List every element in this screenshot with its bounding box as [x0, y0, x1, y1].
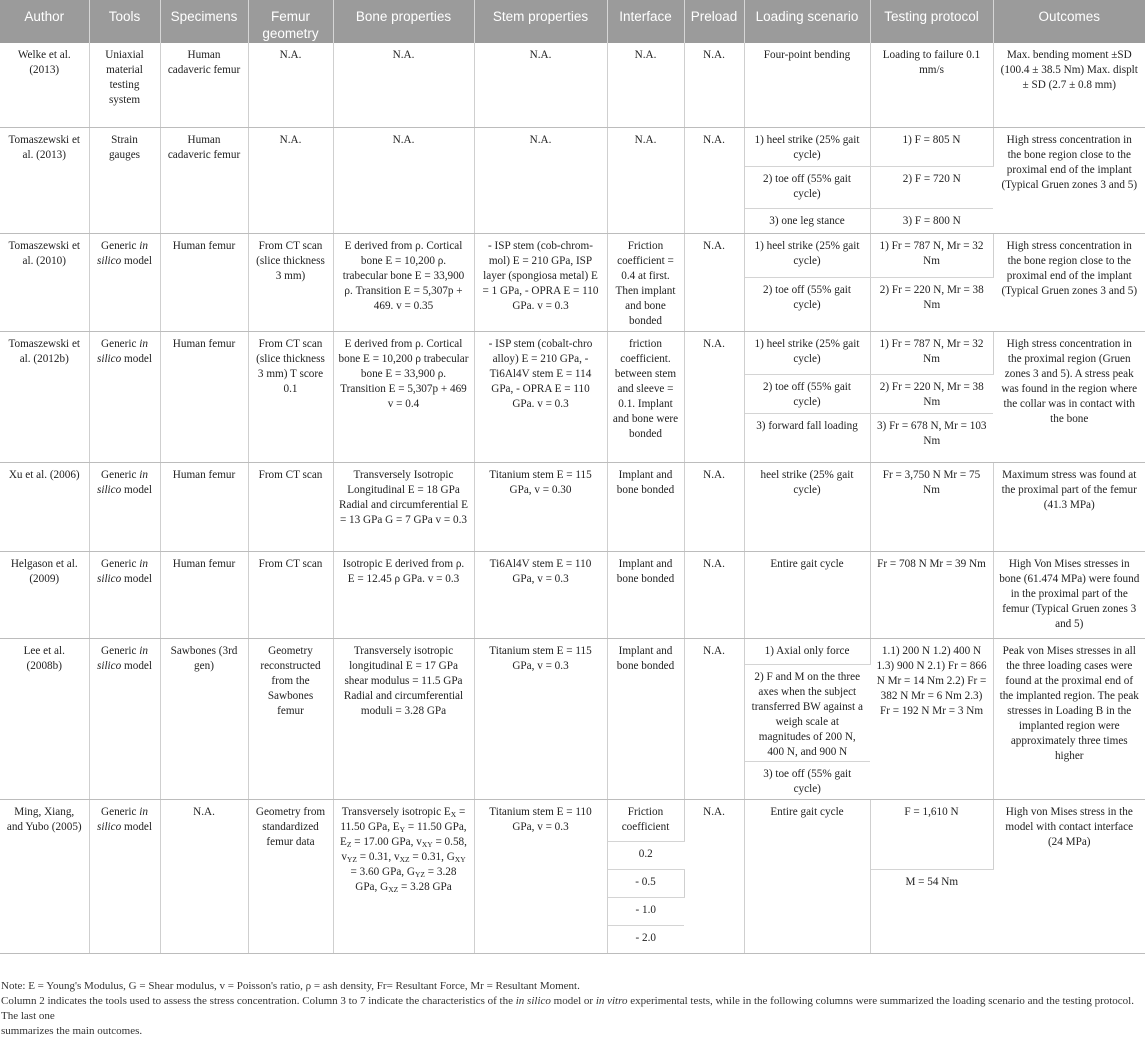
- bone-sub: XY: [421, 839, 433, 849]
- cell-loading: 3) toe off (55% gait cycle): [744, 761, 870, 799]
- cell-tools: Strain gauges: [89, 127, 160, 233]
- tools-text: model: [121, 483, 152, 496]
- cell-stem-properties: - ISP stem (cobalt-chro alloy) E = 210 GPa, - Ti6Al4V stem E = 114 GPa, - OPRA E = 110 GPa. v = 0.3: [474, 331, 607, 462]
- cell-loading: heel strike (25% gait cycle): [744, 462, 870, 551]
- bone-sub: XZ: [399, 854, 410, 864]
- cell-loading: 2) toe off (55% gait cycle): [744, 166, 870, 208]
- tools-text: Generic: [101, 239, 140, 252]
- table-row: [0, 233, 1145, 277]
- cell-specimens: Human cadaveric femur: [160, 43, 248, 127]
- cell-protocol: F = 1,610 N: [870, 799, 993, 869]
- cell-geometry: N.A.: [248, 43, 333, 127]
- cell-specimens: Human femur: [160, 551, 248, 638]
- tools-text: Generic: [101, 337, 140, 350]
- bone-text: E: [340, 835, 347, 848]
- cell-author: Tomaszewski et al. (2013): [0, 127, 89, 233]
- bone-text: = 0.31, v: [356, 850, 400, 863]
- cell-bone-properties: E derived from ρ. Cortical bone E = 10,200 ρ. trabecular bone E = 33,900 ρ. Transition E = 5,307p + 469. v = 0.35: [333, 233, 474, 331]
- cell-bone-properties: [333, 799, 474, 953]
- cell-stem-properties: N.A.: [474, 127, 607, 233]
- cell-protocol: 1) Fr = 787 N, Mr = 32 Nm: [870, 331, 993, 374]
- cell-loading: 1) heel strike (25% gait cycle): [744, 331, 870, 374]
- cell-stem-properties: Titanium stem E = 115 GPa, v = 0.30: [474, 462, 607, 551]
- cell-stem-properties: Titanium stem E = 115 GPa, v = 0.3: [474, 638, 607, 799]
- header-bone-properties: Bone properties: [333, 0, 474, 43]
- cell-specimens: N.A.: [160, 799, 248, 953]
- cell-tools: Uniaxial material testing system: [89, 43, 160, 127]
- note-italic: in silico: [515, 994, 551, 1007]
- cell-protocol: 1) F = 805 N: [870, 127, 993, 166]
- header-row: [0, 0, 1145, 43]
- bone-text: Transversely isotropic E: [341, 805, 451, 818]
- tools-text: model: [121, 659, 152, 672]
- cell-author: Tomaszewski et al. (2010): [0, 233, 89, 331]
- cell-specimens: Human cadaveric femur: [160, 127, 248, 233]
- cell-geometry: From CT scan: [248, 462, 333, 551]
- cell-preload: N.A.: [684, 462, 744, 551]
- cell-author: Welke et al. (2013): [0, 43, 89, 127]
- table-row: [0, 43, 1145, 127]
- tools-text: Generic: [101, 644, 140, 657]
- header-loading-scenario: Loading scenario: [744, 0, 870, 43]
- bone-text: = 3.28 GPa: [398, 880, 452, 893]
- cell-preload: N.A.: [684, 43, 744, 127]
- bone-sub: YZ: [414, 869, 425, 879]
- cell-outcomes: Peak von Mises stresses in all the three loading cases were found at the proximal end of the implanted region. The peak stresses in Loading B in the implanted region were approximately three times higher: [993, 638, 1145, 799]
- table-row: [0, 638, 1145, 664]
- cell-interface: Implant and bone bonded: [607, 638, 684, 799]
- cell-geometry: From CT scan (slice thickness 3 mm) T score 0.1: [248, 331, 333, 462]
- cell-protocol: Loading to failure 0.1 mm/s: [870, 43, 993, 127]
- bone-text: = 0.58,: [432, 835, 467, 848]
- cell-tools: [89, 799, 160, 953]
- cell-loading: 1) Axial only force: [744, 638, 870, 664]
- table-row: [0, 462, 1145, 551]
- cell-loading: Four-point bending: [744, 43, 870, 127]
- cell-interface: N.A.: [607, 127, 684, 233]
- tools-italic: in silico: [96, 557, 148, 585]
- cell-loading: 3) forward fall loading: [744, 413, 870, 462]
- cell-geometry: Geometry from standardized femur data: [248, 799, 333, 953]
- cell-protocol: 3) Fr = 678 N, Mr = 103 Nm: [870, 413, 993, 462]
- cell-protocol: 2) F = 720 N: [870, 166, 993, 208]
- cell-bone-properties: Transversely Isotropic Longitudinal E = 18 GPa Radial and circumferential E = 13 GPa G = 7 GPa v = 0.3: [333, 462, 474, 551]
- cell-bone-properties: N.A.: [333, 127, 474, 233]
- cell-interface: - 1.0: [607, 897, 684, 925]
- bone-sub: Z: [346, 839, 352, 849]
- cell-preload: N.A.: [684, 233, 744, 331]
- tools-text: model: [121, 254, 152, 267]
- cell-loading: Entire gait cycle: [744, 799, 870, 953]
- cell-tools: [89, 462, 160, 551]
- bone-sub: XY: [454, 854, 466, 864]
- tools-text: Generic: [101, 557, 140, 570]
- tools-text: Generic: [101, 805, 140, 818]
- cell-specimens: Human femur: [160, 233, 248, 331]
- cell-loading: 2) F and M on the three axes when the subject transferred BW against a weigh scale at magnitudes of 200 N, 400 N, and 900 N: [744, 664, 870, 761]
- cell-preload: N.A.: [684, 799, 744, 953]
- cell-preload: N.A.: [684, 638, 744, 799]
- cell-tools: [89, 233, 160, 331]
- cell-author: Xu et al. (2006): [0, 462, 89, 551]
- header-preload: Preload: [684, 0, 744, 43]
- header-testing-protocol: Testing protocol: [870, 0, 993, 43]
- cell-outcomes: High von Mises stress in the model with contact interface (24 MPa): [993, 799, 1145, 953]
- header-outcomes: Outcomes: [993, 0, 1145, 43]
- cell-stem-properties: Ti6Al4V stem E = 110 GPa, v = 0.3: [474, 551, 607, 638]
- cell-author: Lee et al. (2008b): [0, 638, 89, 799]
- cell-geometry: N.A.: [248, 127, 333, 233]
- table-row: [0, 799, 1145, 841]
- header-author: Author: [0, 0, 89, 43]
- bone-text: =: [424, 865, 435, 878]
- cell-interface: - 0.5: [607, 869, 684, 897]
- bone-text: = 11.50 GPa, E: [340, 805, 466, 833]
- header-interface: Interface: [607, 0, 684, 43]
- bone-text: G: [446, 850, 455, 863]
- cell-stem-properties: - ISP stem (cob-chrom-mol) E = 210 GPa, ISP layer (spongiosa metal) E = 1 GPa, - OPRA E = 110 GPa. v = 0.3: [474, 233, 607, 331]
- note-italic: in vitro: [595, 994, 628, 1007]
- cell-specimens: Human femur: [160, 462, 248, 551]
- bone-text: = 17.00 GPa, v: [351, 835, 422, 848]
- cell-geometry: Geometry reconstructed from the Sawbones femur: [248, 638, 333, 799]
- cell-outcomes: Maximum stress was found at the proximal part of the femur (41.3 MPa): [993, 462, 1145, 551]
- cell-interface: Friction coefficient = 0.4 at first. Then implant and bone bonded: [607, 233, 684, 331]
- cell-interface: Implant and bone bonded: [607, 551, 684, 638]
- cell-interface: N.A.: [607, 43, 684, 127]
- bone-text: v: [341, 850, 347, 863]
- table-row: [0, 551, 1145, 638]
- cell-tools: [89, 331, 160, 462]
- bone-text: = 3.60 GPa, G: [350, 865, 415, 878]
- header-femur-geometry: Femur geometry: [248, 0, 333, 43]
- cell-protocol: M = 54 Nm: [870, 869, 993, 953]
- note-columns: [1, 994, 1145, 1024]
- tools-italic: in silico: [96, 468, 148, 496]
- bone-text: = 11.50 GPa,: [405, 820, 467, 833]
- header-specimens: Specimens: [160, 0, 248, 43]
- note-outcomes: summarizes the main outcomes.: [1, 1024, 143, 1037]
- note-abbreviations: Note: E = Young's Modulus, G = Shear modulus, v = Poisson's ratio, ρ = ash density, Fr= Resultant Force, Mr = Resultant Moment.: [1, 980, 580, 992]
- cell-specimens: Human femur: [160, 331, 248, 462]
- bone-sub: YZ: [346, 854, 357, 864]
- cell-author: Ming, Xiang, and Yubo (2005): [0, 799, 89, 953]
- header-stem-properties: Stem properties: [474, 0, 607, 43]
- cell-protocol: 1.1) 200 N 1.2) 400 N 1.3) 900 N 2.1) Fr = 866 N Mr = 14 Nm 2.2) Fr = 382 N Mr = 6 Nm 2.3) Fr = 192 N Mr = 3 Nm: [870, 638, 993, 799]
- note-text: experimental tests, while in the following columns were summarized the loading scenario and the testing protocol. The last one: [1, 994, 1134, 1022]
- tools-text: Generic: [101, 468, 140, 481]
- cell-outcomes: High stress concentration in the bone region close to the proximal end of the implant (Typical Gruen zones 3 and 5): [993, 233, 1145, 331]
- cell-outcomes: Max. bending moment ±SD (100.4 ± 38.5 Nm) Max. displt ± SD (2.7 ± 0.8 mm): [993, 43, 1145, 127]
- bone-text: 3.28 GPa, G: [355, 865, 457, 893]
- cell-protocol: 1) Fr = 787 N, Mr = 32 Nm: [870, 233, 993, 277]
- cell-protocol: 2) Fr = 220 N, Mr = 38 Nm: [870, 374, 993, 413]
- cell-tools: [89, 638, 160, 799]
- cell-loading: 3) one leg stance: [744, 208, 870, 233]
- note-text: model or: [550, 994, 596, 1007]
- table-row: [0, 127, 1145, 166]
- cell-preload: N.A.: [684, 551, 744, 638]
- note-text: Column 2 indicates the tools used to assess the stress concentration. Column 3 to 7 indicate the characteristics of the: [1, 994, 516, 1007]
- cell-bone-properties: Isotropic E derived from ρ. E = 12.45 ρ GPa. v = 0.3: [333, 551, 474, 638]
- bone-sub: XZ: [388, 884, 399, 894]
- cell-outcomes: High stress concentration in the bone region close to the proximal end of the implant (Typical Gruen zones 3 and 5): [993, 127, 1145, 233]
- bone-sub: X: [450, 809, 457, 819]
- tools-text: model: [121, 352, 152, 365]
- cell-protocol: Fr = 708 N Mr = 39 Nm: [870, 551, 993, 638]
- cell-interface: Friction coefficient: [607, 799, 684, 841]
- table-notes: [0, 979, 1145, 1039]
- tools-italic: in silico: [96, 644, 148, 672]
- cell-preload: N.A.: [684, 127, 744, 233]
- cell-author: Helgason et al. (2009): [0, 551, 89, 638]
- cell-interface: - 2.0: [607, 925, 684, 953]
- cell-stem-properties: N.A.: [474, 43, 607, 127]
- tools-italic: in silico: [96, 805, 148, 833]
- cell-bone-properties: E derived from ρ. Cortical bone E = 10,200 ρ trabecular bone E = 33,900 ρ. Transition E = 5,307p + 469 v = 0.4: [333, 331, 474, 462]
- tools-text: model: [121, 820, 152, 833]
- cell-bone-properties: Transversely isotropic longitudinal E = 17 GPa shear modulus = 11.5 GPa Radial and circumferential moduli = 3.28 GPa: [333, 638, 474, 799]
- table-row: [0, 331, 1145, 374]
- cell-specimens: Sawbones (3rd gen): [160, 638, 248, 799]
- cell-tools: [89, 551, 160, 638]
- cell-loading: Entire gait cycle: [744, 551, 870, 638]
- cell-protocol: Fr = 3,750 N Mr = 75 Nm: [870, 462, 993, 551]
- cell-protocol: 2) Fr = 220 N, Mr = 38 Nm: [870, 277, 993, 331]
- cell-outcomes: High Von Mises stresses in bone (61.474 MPa) were found in the proximal part of the femur (Typical Gruen zones 3 and 5): [993, 551, 1145, 638]
- header-tools: Tools: [89, 0, 160, 43]
- cell-stem-properties: Titanium stem E = 110 GPa, v = 0.3: [474, 799, 607, 953]
- cell-protocol: 3) F = 800 N: [870, 208, 993, 233]
- bone-text: = 0.31,: [409, 850, 444, 863]
- cell-bone-properties: N.A.: [333, 43, 474, 127]
- cell-loading: 2) toe off (55% gait cycle): [744, 277, 870, 331]
- tools-italic: in silico: [96, 337, 148, 365]
- cell-loading: 2) toe off (55% gait cycle): [744, 374, 870, 413]
- cell-author: Tomaszewski et al. (2012b): [0, 331, 89, 462]
- cell-geometry: From CT scan (slice thickness 3 mm): [248, 233, 333, 331]
- cell-preload: N.A.: [684, 331, 744, 462]
- cell-loading: 1) heel strike (25% gait cycle): [744, 127, 870, 166]
- bone-sub: Y: [399, 824, 406, 834]
- cell-outcomes: High stress concentration in the proximal region (Gruen zones 3 and 5). A stress peak was found in the region where the collar was in contact with the bone: [993, 331, 1145, 462]
- tools-text: model: [121, 572, 152, 585]
- cell-geometry: From CT scan: [248, 551, 333, 638]
- cell-interface: friction coefficient. between stem and sleeve = 0.1. Implant and bone were bonded: [607, 331, 684, 462]
- cell-interface: Implant and bone bonded: [607, 462, 684, 551]
- cell-loading: 1) heel strike (25% gait cycle): [744, 233, 870, 277]
- cell-interface: 0.2: [607, 841, 684, 869]
- tools-italic: in silico: [96, 239, 148, 267]
